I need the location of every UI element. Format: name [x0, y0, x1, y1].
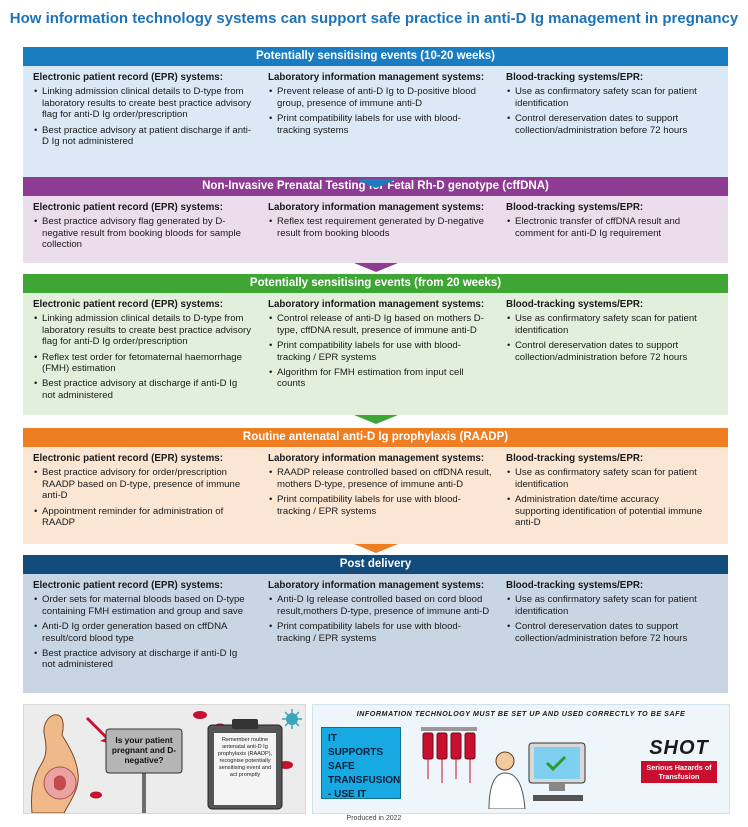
- column-heading: Electronic patient record (EPR) systems:: [33, 453, 224, 464]
- section-header: Non-Invasive Prenatal Testing for Fetal Rh-D genotype (cffDNA): [23, 177, 728, 196]
- lab-worker-illustration: [413, 723, 613, 809]
- list-item: • Best practice advisory for order/prescription RAADP based on D-type, presence of immune anti-D: [33, 467, 253, 501]
- column-heading: Laboratory information management systems:: [268, 72, 485, 83]
- list-item: • Print compatibility labels for use with blood-tracking systems: [268, 113, 493, 136]
- section-body: [23, 196, 728, 263]
- list-item: • Control release of anti-D Ig based on mothers D-type, cffDNA result, presence of immune anti-D: [268, 313, 493, 336]
- flow-chevron-icon: [354, 179, 398, 188]
- column-heading: Blood-tracking systems/EPR:: [506, 202, 644, 213]
- section-body: [23, 293, 728, 415]
- column-lims: [268, 202, 493, 243]
- column-heading: Laboratory information management systems:: [268, 202, 485, 213]
- it-supports-box: IT SUPPORTS SAFE TRANSFUSION - USE IT: [321, 727, 401, 799]
- column-heading: Electronic patient record (EPR) systems:: [33, 299, 224, 310]
- list-item: • Linking admission clinical details to D-type from laboratory results to create best practice advisory flag for anti-D Ig order/prescription: [33, 86, 253, 120]
- column-blood-tracking: [506, 72, 706, 140]
- produced-date: Produced in 2022: [346, 815, 402, 822]
- list-item: • Administration date/time accuracy supporting identification of potential immune anti-D: [506, 494, 706, 528]
- section-post-delivery: [23, 555, 728, 693]
- column-heading: Electronic patient record (EPR) systems:: [33, 72, 224, 83]
- column-epr: [33, 299, 253, 405]
- flow-chevron-icon: [354, 544, 398, 553]
- flow-chevron-icon: [354, 415, 398, 424]
- column-lims: [268, 453, 493, 521]
- list-item: • Reflex test requirement generated by D-negative result from booking bloods: [268, 216, 493, 239]
- section-body: [23, 574, 728, 693]
- list-item: • Print compatibility labels for use with blood-tracking / EPR systems: [268, 494, 493, 517]
- column-lims: [268, 580, 493, 648]
- shot-tagline: Serious Hazards of Transfusion: [641, 761, 717, 783]
- list-item: • Anti-D Ig release controlled based on cord blood result,mothers D-type, presence of immune anti-D: [268, 594, 493, 617]
- column-heading: Laboratory information management systems:: [268, 580, 485, 591]
- column-heading: Blood-tracking systems/EPR:: [506, 299, 644, 310]
- list-item: • Best practice advisory at patient discharge if anti-D Ig not administered: [33, 125, 253, 148]
- section-header: Potentially sensitising events (10-20 weeks): [23, 47, 728, 66]
- list-item: • Control dereservation dates to support collection/administration before 72 hours: [506, 113, 706, 136]
- column-heading: Electronic patient record (EPR) systems:: [33, 202, 224, 213]
- list-item: • Best practice advisory at discharge if anti-D Ig not administered: [33, 648, 253, 671]
- section-header: Post delivery: [23, 555, 728, 574]
- list-item: • Algorithm for FMH estimation from input cell counts: [268, 367, 493, 390]
- list-item: • Print compatibility labels for use with blood-tracking / EPR systems: [268, 621, 493, 644]
- list-item: • Appointment reminder for administration of RAADP: [33, 506, 253, 529]
- raadp-reminder-text: Remember routine antenatal anti-D Ig prophylaxis (RAADP), recognise potentially sensitising event and act promptly: [217, 737, 273, 778]
- column-blood-tracking: [506, 202, 706, 243]
- list-item: • Order sets for maternal bloods based on D-type containing FMH estimation and group and save: [33, 594, 253, 617]
- column-heading: Laboratory information management systems:: [268, 299, 485, 310]
- column-heading: Blood-tracking systems/EPR:: [506, 453, 644, 464]
- column-epr: [33, 580, 253, 675]
- column-blood-tracking: [506, 453, 706, 532]
- column-heading: Blood-tracking systems/EPR:: [506, 72, 644, 83]
- list-item: • Control dereservation dates to support collection/administration before 72 hours: [506, 621, 706, 644]
- column-heading: Electronic patient record (EPR) systems:: [33, 580, 224, 591]
- column-blood-tracking: [506, 580, 706, 648]
- list-item: • Use as confirmatory safety scan for patient identification: [506, 313, 706, 336]
- section-sensitising-from-20: [23, 274, 728, 415]
- it-safety-banner: INFORMATION TECHNOLOGY MUST BE SET UP AND USED CORRECTLY TO BE SAFE: [356, 709, 686, 718]
- page-title: How information technology systems can support safe practice in anti-D Ig management in pregnancy: [9, 10, 739, 27]
- list-item: • Use as confirmatory safety scan for patient identification: [506, 594, 706, 617]
- list-item: • Best practice advisory flag generated by D-negative result from booking bloods for sample collection: [33, 216, 253, 250]
- pregnancy-sign-text: Is your patient pregnant and D-negative?: [111, 735, 177, 765]
- list-item: • Prevent release of anti-D Ig to D-positive blood group, presence of immune anti-D: [268, 86, 493, 109]
- list-item: • Linking admission clinical details to D-type from laboratory results to create best practice advisory flag for anti-D Ig order/prescription: [33, 313, 253, 347]
- section-sensitising-10-20: [23, 47, 728, 179]
- column-heading: Laboratory information management systems:: [268, 453, 485, 464]
- list-item: • Electronic transfer of cffDNA result and comment for anti-D Ig requirement: [506, 216, 706, 239]
- column-epr: [33, 453, 253, 532]
- section-body: [23, 66, 728, 179]
- section-body: [23, 447, 728, 544]
- flow-chevron-icon: [354, 263, 398, 272]
- poster-it-safety-right: [312, 704, 730, 814]
- poster-illustration-left: [23, 704, 306, 814]
- list-item: • Print compatibility labels for use with blood-tracking / EPR systems: [268, 340, 493, 363]
- column-epr: [33, 72, 253, 151]
- column-blood-tracking: [506, 299, 706, 367]
- column-epr: [33, 202, 253, 255]
- section-cffdna: [23, 177, 728, 263]
- section-header: Routine antenatal anti-D Ig prophylaxis (RAADP): [23, 428, 728, 447]
- column-lims: [268, 72, 493, 140]
- column-lims: [268, 299, 493, 394]
- section-header: Potentially sensitising events (from 20 weeks): [23, 274, 728, 293]
- list-item: • Best practice advisory at discharge if anti-D Ig not administered: [33, 378, 253, 401]
- list-item: • Use as confirmatory safety scan for patient identification: [506, 467, 706, 490]
- list-item: • RAADP release controlled based on cffDNA result, mothers D-type, presence of immune anti-D: [268, 467, 493, 490]
- list-item: • Control dereservation dates to support collection/administration before 72 hours: [506, 340, 706, 363]
- list-item: • Reflex test order for fetomaternal haemorrhage (FMH) estimation: [33, 352, 253, 375]
- list-item: • Use as confirmatory safety scan for patient identification: [506, 86, 706, 109]
- section-raadp: [23, 428, 728, 544]
- shot-logo: SHOT: [649, 737, 709, 759]
- column-heading: Blood-tracking systems/EPR:: [506, 580, 644, 591]
- list-item: • Anti-D Ig order generation based on cffDNA result/cord blood type: [33, 621, 253, 644]
